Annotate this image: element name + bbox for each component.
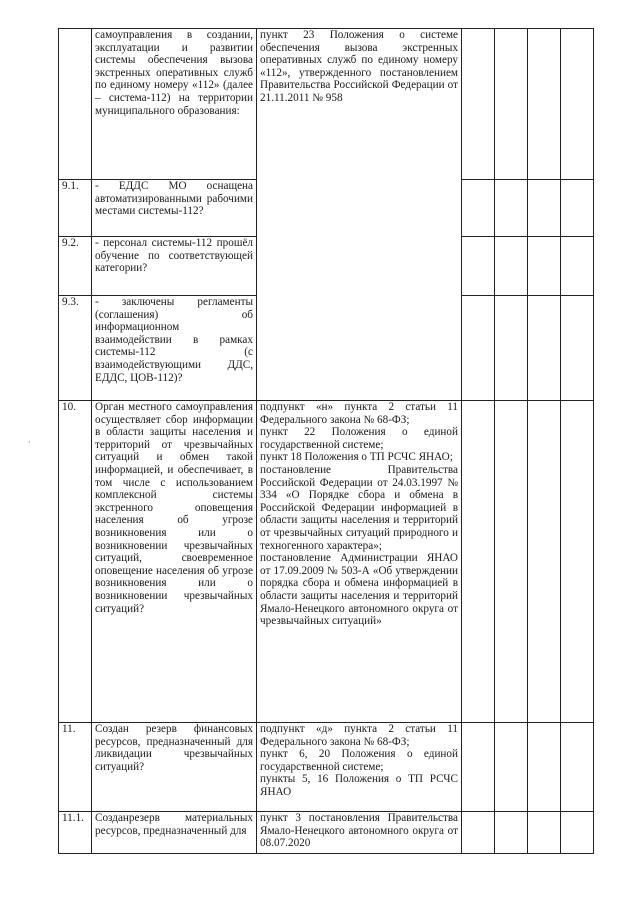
answer-cell-no [495,296,528,401]
answer-cell-note [561,723,594,812]
answer-cell-no [495,401,528,723]
answer-cell-yes [462,29,495,180]
scan-speck: · [28,438,31,447]
answer-cell-note [561,296,594,401]
legal-basis: пункт 3 постановления Правительства Ямало-Ненецкого автономного округа от 08.07.2020 [257,812,462,854]
item-number: 11.1. [59,812,92,854]
answer-cell-no [495,237,528,296]
answer-cell-na [528,237,561,296]
answer-cell-yes [462,723,495,812]
item-number: 11. [59,723,92,812]
requirement-text: - ЕДДС МО оснащена автоматизированными рабочими местами системы-112? [92,180,257,237]
answer-cell-no [495,812,528,854]
answer-cell-note [561,812,594,854]
requirement-text: - персонал системы-112 прошёл обучение по соответствующей категории? [92,237,257,296]
answer-cell-yes [462,401,495,723]
answer-cell-yes [462,237,495,296]
requirement-text: Создан резерв финансовых ресурсов, предназначенный для ликвидации чрезвычайных ситуаций? [92,723,257,812]
answer-cell-note [561,29,594,180]
item-number: 10. [59,401,92,723]
answer-cell-yes [462,296,495,401]
answer-cell-na [528,29,561,180]
legal-basis: подпункт «н» пункта 2 статьи 11 Федерального закона № 68-ФЗ; пункт 22 Положения о единой государственной системе; пункт 18 Положения о ТП РСЧС ЯНАО; постановление Правительства Российской Федерации от 24.03.1997 № 334 «О Порядке сбора и обмена в Российской Федерации информацией в области защиты населения и территорий от чрезвычайных ситуаций природного и техногенного характера»; постановление Администрации ЯНАО от 17.09.2009 № 503-А «Об утверждении порядка сбора и обмена информацией в области защиты населения и территорий Ямало-Ненецкого автономного округа от чрезвычайных ситуаций» [257,401,462,723]
answer-cell-note [561,237,594,296]
item-number [59,29,92,180]
table-row [59,401,594,723]
answer-cell-note [561,180,594,237]
requirement-text: Орган местного самоуправления осуществляет сбор информации в области защиты населения и территорий от чрезвычайных ситуаций и обмен такой информацией, и обеспечивает, в том числе с использованием комплексной системы экстренного оповещения населения об угрозе возникновения или о возникновении чрезвычайных ситуаций, своевременное оповещение населения об угрозе возникновения или о возникновении чрезвычайных ситуаций? [92,401,257,723]
requirement-text: самоуправления в создании, эксплуатации и развитии системы обеспечения вызова экстренных оперативных служб по единому номеру «112» (далее – система-112) на территории муниципального образования: [92,29,257,180]
item-number: 9.3. [59,296,92,401]
table-row [59,723,594,812]
answer-cell-na [528,723,561,812]
answer-cell-yes [462,812,495,854]
requirement-text: - заключены регламенты (соглашения) об информационном взаимодействии в рамках системы-112 (с взаимодействующими ДДС, ЕДДС, ЦОВ-112)? [92,296,257,401]
answer-cell-na [528,296,561,401]
answer-cell-na [528,812,561,854]
answer-cell-na [528,180,561,237]
answer-cell-na [528,401,561,723]
item-number: 9.2. [59,237,92,296]
legal-basis: подпункт «д» пункта 2 статьи 11 Федерального закона № 68-ФЗ; пункт 6, 20 Положения о единой государственной системе; пункты 5, 16 Положения о ТП РСЧС ЯНАО [257,723,462,812]
answer-cell-yes [462,180,495,237]
inspection-table [58,28,594,854]
answer-cell-no [495,723,528,812]
table-row [59,29,594,180]
legal-basis: пункт 23 Положения о системе обеспечения вызова экстренных оперативных служб по единому номеру «112», утвержденного постановлением Правительства Российской Федерации от 21.11.2011 № 958 [257,29,462,401]
table-row [59,812,594,854]
answer-cell-no [495,180,528,237]
answer-cell-note [561,401,594,723]
requirement-text: Созданрезерв материальных ресурсов, предназначенный для [92,812,257,854]
answer-cell-no [495,29,528,180]
item-number: 9.1. [59,180,92,237]
